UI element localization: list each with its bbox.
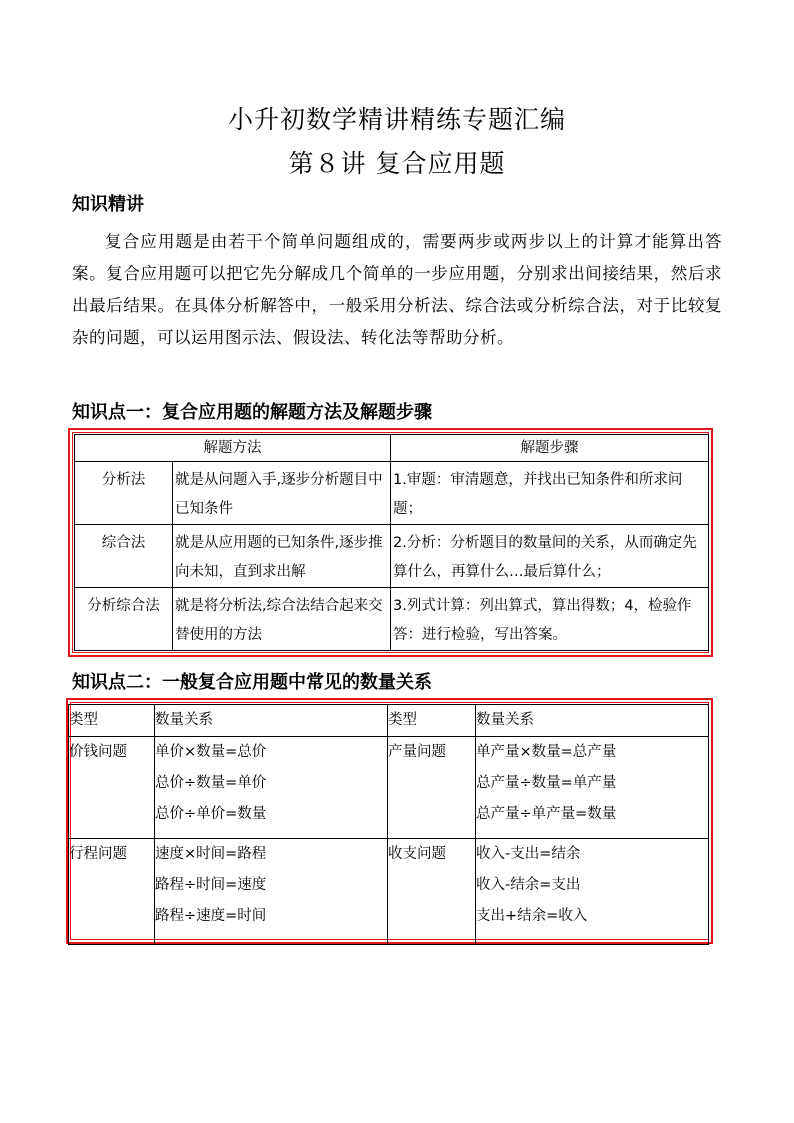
relation-line: 单产量×数量=总产量 bbox=[476, 744, 617, 760]
col-relation-header: 数量关系 bbox=[155, 705, 388, 737]
relation-line: 路程÷速度=时间 bbox=[155, 908, 267, 924]
table-row bbox=[69, 737, 709, 839]
col-type-header: 类型 bbox=[69, 705, 155, 737]
method-desc: 就是从问题入手,逐步分析题目中已知条件 bbox=[173, 462, 391, 525]
col-relation-header: 数量关系 bbox=[476, 705, 709, 737]
methods-table bbox=[74, 434, 709, 651]
type-cell: 产量问题 bbox=[388, 737, 476, 839]
method-name: 分析法 bbox=[75, 462, 173, 525]
section-heading-knowledge: 知识精讲 bbox=[72, 194, 144, 215]
relations-table bbox=[68, 704, 709, 945]
method-desc: 就是将分析法,综合法结合起来交替使用的方法 bbox=[173, 588, 391, 651]
relation-line: 总价÷数量=单价 bbox=[155, 775, 267, 791]
col-method-header: 解题方法 bbox=[75, 435, 391, 462]
method-name: 分析综合法 bbox=[75, 588, 173, 651]
relation-line: 总产量÷单产量=数量 bbox=[476, 806, 617, 822]
table-row bbox=[75, 462, 709, 525]
section-heading-point2: 知识点二：一般复合应用题中常见的数量关系 bbox=[72, 672, 432, 693]
lecture-title: 第８讲 复合应用题 bbox=[288, 149, 506, 178]
relation-line: 速度×时间=路程 bbox=[155, 846, 267, 862]
relation-cell bbox=[155, 737, 388, 839]
relation-line: 单价×数量=总价 bbox=[155, 744, 267, 760]
table-header-row bbox=[69, 705, 709, 737]
table-row bbox=[75, 525, 709, 588]
table-row bbox=[69, 839, 709, 945]
relation-cell bbox=[476, 839, 709, 945]
step-text: 2.分析：分析题目的数量间的关系，从而确定先算什么，再算什么…最后算什么； bbox=[391, 525, 709, 588]
relation-line: 收入-支出=结余 bbox=[476, 846, 581, 862]
col-steps-header: 解题步骤 bbox=[391, 435, 709, 462]
section-heading-point1: 知识点一：复合应用题的解题方法及解题步骤 bbox=[72, 402, 432, 423]
relation-line: 总产量÷数量=单产量 bbox=[476, 775, 617, 791]
series-title: 小升初数学精讲精练专题汇编 bbox=[227, 105, 566, 134]
relation-line: 路程÷时间=速度 bbox=[155, 877, 267, 893]
relation-cell bbox=[476, 737, 709, 839]
step-text: 3.列式计算：列出算式，算出得数；4，检验作答：进行检验，写出答案。 bbox=[391, 588, 709, 651]
relation-line: 收入-结余=支出 bbox=[476, 877, 581, 893]
type-cell: 收支问题 bbox=[388, 839, 476, 945]
relation-line: 支出+结余=收入 bbox=[476, 908, 588, 924]
method-name: 综合法 bbox=[75, 525, 173, 588]
type-cell: 行程问题 bbox=[69, 839, 155, 945]
table-row bbox=[75, 588, 709, 651]
step-text: 1.审题：审清题意，并找出已知条件和所求问题； bbox=[391, 462, 709, 525]
col-type-header: 类型 bbox=[388, 705, 476, 737]
table-header-row bbox=[75, 435, 709, 462]
relation-line: 总价÷单价=数量 bbox=[155, 806, 267, 822]
method-desc: 就是从应用题的已知条件,逐步推向未知，直到求出解 bbox=[173, 525, 391, 588]
knowledge-paragraph: 复合应用题是由若干个简单问题组成的，需要两步或两步以上的计算才能算出答案。复合应用题可以把它先分解成几个简单的一步应用题，分别求出间接结果，然后求出最后结果。在具体分析解答中，一般采用分析法、综合法或分析综合法，对于比较复杂的问题，可以运用图示法、假设法、转化法等帮助分析。 bbox=[72, 232, 722, 347]
relation-cell bbox=[155, 839, 388, 945]
type-cell: 价钱问题 bbox=[69, 737, 155, 839]
